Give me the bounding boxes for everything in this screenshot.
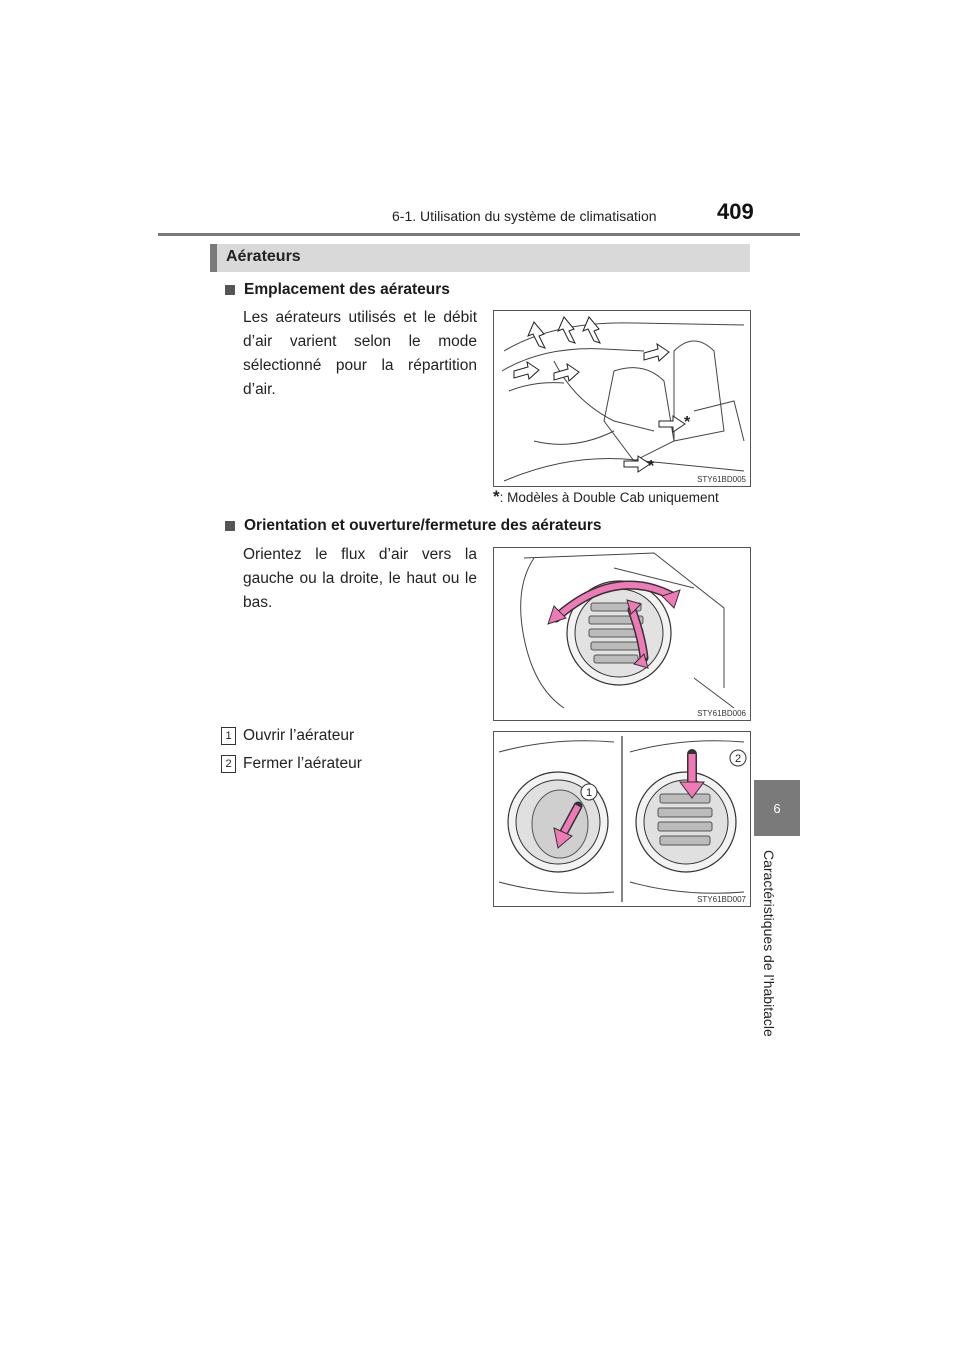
figure-vent-orientation	[493, 547, 751, 721]
header-rule	[158, 233, 800, 236]
square-bullet-icon	[225, 285, 235, 295]
callout-2: 2	[734, 753, 742, 765]
list-item-close-vent: Fermer l’aérateur	[243, 755, 362, 772]
figure-code: STY61BD007	[697, 895, 746, 904]
sub-heading-text: Orientation et ouverture/fermeture des aérateurs	[244, 517, 602, 534]
footnote-star: *	[493, 487, 500, 506]
figure-code: STY61BD006	[697, 709, 746, 718]
list-item-open-vent: Ouvrir l’aérateur	[243, 727, 355, 744]
paragraph-vent-location: Les aérateurs utilisés et le débit d’air varient selon le mode sélectionné pour la répartition d’air.	[243, 309, 477, 398]
chapter-number: 6	[773, 800, 781, 816]
figure-code: STY61BD005	[697, 475, 746, 484]
sub-heading-vent-orientation	[225, 517, 601, 535]
figure-vent-locations	[493, 310, 751, 487]
sub-heading-vent-location	[225, 281, 450, 299]
section-title: Aérateurs	[226, 248, 301, 265]
vent-open-close-illustration-icon	[494, 732, 750, 906]
list-number-badge: 1	[221, 727, 236, 745]
chapter-tab	[754, 780, 800, 836]
callout-1: 1	[585, 787, 593, 799]
vent-adjust-illustration-icon	[494, 548, 750, 720]
chapter-label: Caractéristiques de l’habitacle	[761, 850, 777, 1037]
footnote-text: : Modèles à Double Cab uniquement	[499, 490, 719, 505]
square-bullet-icon	[225, 521, 235, 531]
section-header	[210, 244, 750, 272]
running-header: 6-1. Utilisation du système de climatisation	[392, 208, 657, 224]
sub-heading-text: Emplacement des aérateurs	[244, 281, 450, 298]
cabin-vents-illustration-icon	[494, 311, 750, 486]
paragraph-vent-orientation: Orientez le flux d’air vers la gauche ou la droite, le haut ou le bas.	[243, 546, 477, 611]
figure-vent-open-close	[493, 731, 751, 907]
page-number: 409	[717, 199, 754, 224]
list-number-badge: 2	[221, 755, 236, 773]
svg-text:*: *	[648, 458, 655, 475]
section-accent	[210, 244, 217, 272]
footnote-double-cab	[493, 487, 719, 507]
svg-text:*: *	[684, 414, 691, 431]
